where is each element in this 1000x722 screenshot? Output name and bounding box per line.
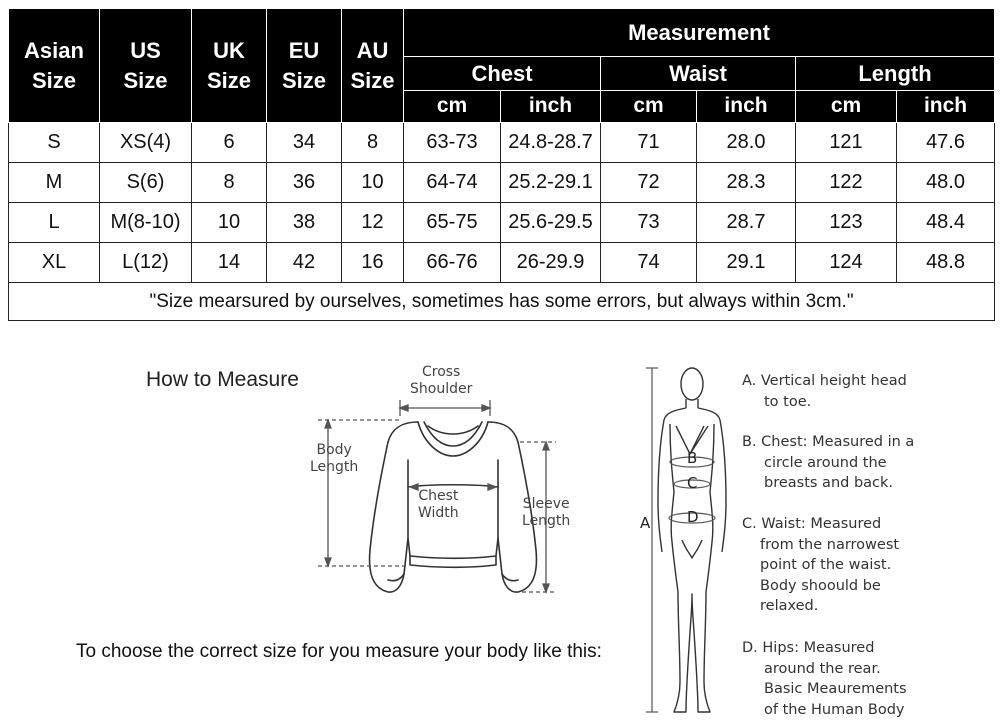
table-cell: 63-73 bbox=[404, 123, 501, 163]
table-row bbox=[9, 123, 995, 163]
header-unit: cm bbox=[404, 91, 501, 123]
table-cell: M(8-10) bbox=[100, 203, 192, 243]
header-unit: inch bbox=[897, 91, 995, 123]
header-waist: Waist bbox=[601, 57, 796, 91]
header-asian-size: Asian Size bbox=[9, 9, 100, 123]
table-cell: 10 bbox=[192, 203, 267, 243]
table-cell: M bbox=[9, 163, 100, 203]
table-cell: 10 bbox=[342, 163, 404, 203]
table-cell: 26-29.9 bbox=[501, 243, 601, 283]
header-eu-size: EU Size bbox=[267, 9, 342, 123]
table-cell: L(12) bbox=[100, 243, 192, 283]
table-header bbox=[9, 9, 995, 123]
how-to-measure-title: How to Measure bbox=[146, 368, 299, 391]
table-cell: 25.6-29.5 bbox=[501, 203, 601, 243]
header-unit: cm bbox=[601, 91, 697, 123]
header-us-size: US Size bbox=[100, 9, 192, 123]
header-au-size: AU Size bbox=[342, 9, 404, 123]
table-cell: 42 bbox=[267, 243, 342, 283]
table-cell: 36 bbox=[267, 163, 342, 203]
header-chest: Chest bbox=[404, 57, 601, 91]
table-cell: 16 bbox=[342, 243, 404, 283]
header-uk-size: UK Size bbox=[192, 9, 267, 123]
garment-diagram bbox=[300, 360, 600, 610]
table-cell: 72 bbox=[601, 163, 697, 203]
table-cell: 12 bbox=[342, 203, 404, 243]
label-c: C bbox=[687, 474, 698, 492]
table-cell: 34 bbox=[267, 123, 342, 163]
table-cell: 38 bbox=[267, 203, 342, 243]
table-cell: 48.4 bbox=[897, 203, 995, 243]
table-cell: 24.8-28.7 bbox=[501, 123, 601, 163]
table-cell: 8 bbox=[342, 123, 404, 163]
table-row bbox=[9, 203, 995, 243]
table-row bbox=[9, 163, 995, 203]
header-measurement: Measurement bbox=[404, 9, 995, 57]
table-cell: 124 bbox=[796, 243, 897, 283]
table-cell: 122 bbox=[796, 163, 897, 203]
table-cell: 71 bbox=[601, 123, 697, 163]
header-unit: inch bbox=[697, 91, 796, 123]
table-cell: XS(4) bbox=[100, 123, 192, 163]
table-row bbox=[9, 243, 995, 283]
table-cell: 64-74 bbox=[404, 163, 501, 203]
table-cell: S bbox=[9, 123, 100, 163]
size-note: "Size mearsured by ourselves, sometimes has some errors, but always within 3cm." bbox=[9, 283, 995, 321]
header-unit: cm bbox=[796, 91, 897, 123]
table-cell: 48.8 bbox=[897, 243, 995, 283]
label-d: D bbox=[687, 508, 699, 526]
cross-shoulder-label: Cross Shoulder bbox=[410, 364, 473, 397]
table-cell: 65-75 bbox=[404, 203, 501, 243]
chest-width-label: Chest Width bbox=[418, 488, 459, 521]
size-chart-table bbox=[8, 8, 995, 321]
description-d: D. Hips: Measured around the rear. Basic Meaurements of the Human Body bbox=[742, 640, 907, 718]
description-b: B. Chest: Measured in a circle around the breasts and back. bbox=[742, 434, 915, 491]
table-cell: 28.3 bbox=[697, 163, 796, 203]
table-cell: XL bbox=[9, 243, 100, 283]
table-cell: 47.6 bbox=[897, 123, 995, 163]
table-cell: 28.7 bbox=[697, 203, 796, 243]
table-cell: 66-76 bbox=[404, 243, 501, 283]
header-unit: inch bbox=[501, 91, 601, 123]
description-c: C. Waist: Measured from the narrowest point of the waist. Body shoould be relaxed. bbox=[742, 516, 900, 614]
table-cell: 123 bbox=[796, 203, 897, 243]
label-a: A bbox=[640, 514, 651, 532]
body-outline-illustration bbox=[636, 362, 736, 717]
table-cell: 14 bbox=[192, 243, 267, 283]
header-length: Length bbox=[796, 57, 995, 91]
table-cell: 74 bbox=[601, 243, 697, 283]
table-cell: 25.2-29.1 bbox=[501, 163, 601, 203]
table-cell: 29.1 bbox=[697, 243, 796, 283]
table-cell: 28.0 bbox=[697, 123, 796, 163]
table-cell: 8 bbox=[192, 163, 267, 203]
table-cell: L bbox=[9, 203, 100, 243]
description-a: A. Vertical height head to toe. bbox=[742, 373, 907, 410]
table-cell: 48.0 bbox=[897, 163, 995, 203]
note-row bbox=[9, 283, 995, 321]
table-cell: S(6) bbox=[100, 163, 192, 203]
table-cell: 121 bbox=[796, 123, 897, 163]
table-cell: 6 bbox=[192, 123, 267, 163]
human-figure-diagram bbox=[636, 362, 736, 717]
label-b: B bbox=[687, 449, 698, 467]
table-cell: 73 bbox=[601, 203, 697, 243]
sleeve-length-label: Sleeve Length bbox=[522, 496, 571, 529]
body-length-label: Body Length bbox=[310, 442, 359, 475]
choose-size-instruction: To choose the correct size for you measure your body like this: bbox=[76, 641, 602, 662]
